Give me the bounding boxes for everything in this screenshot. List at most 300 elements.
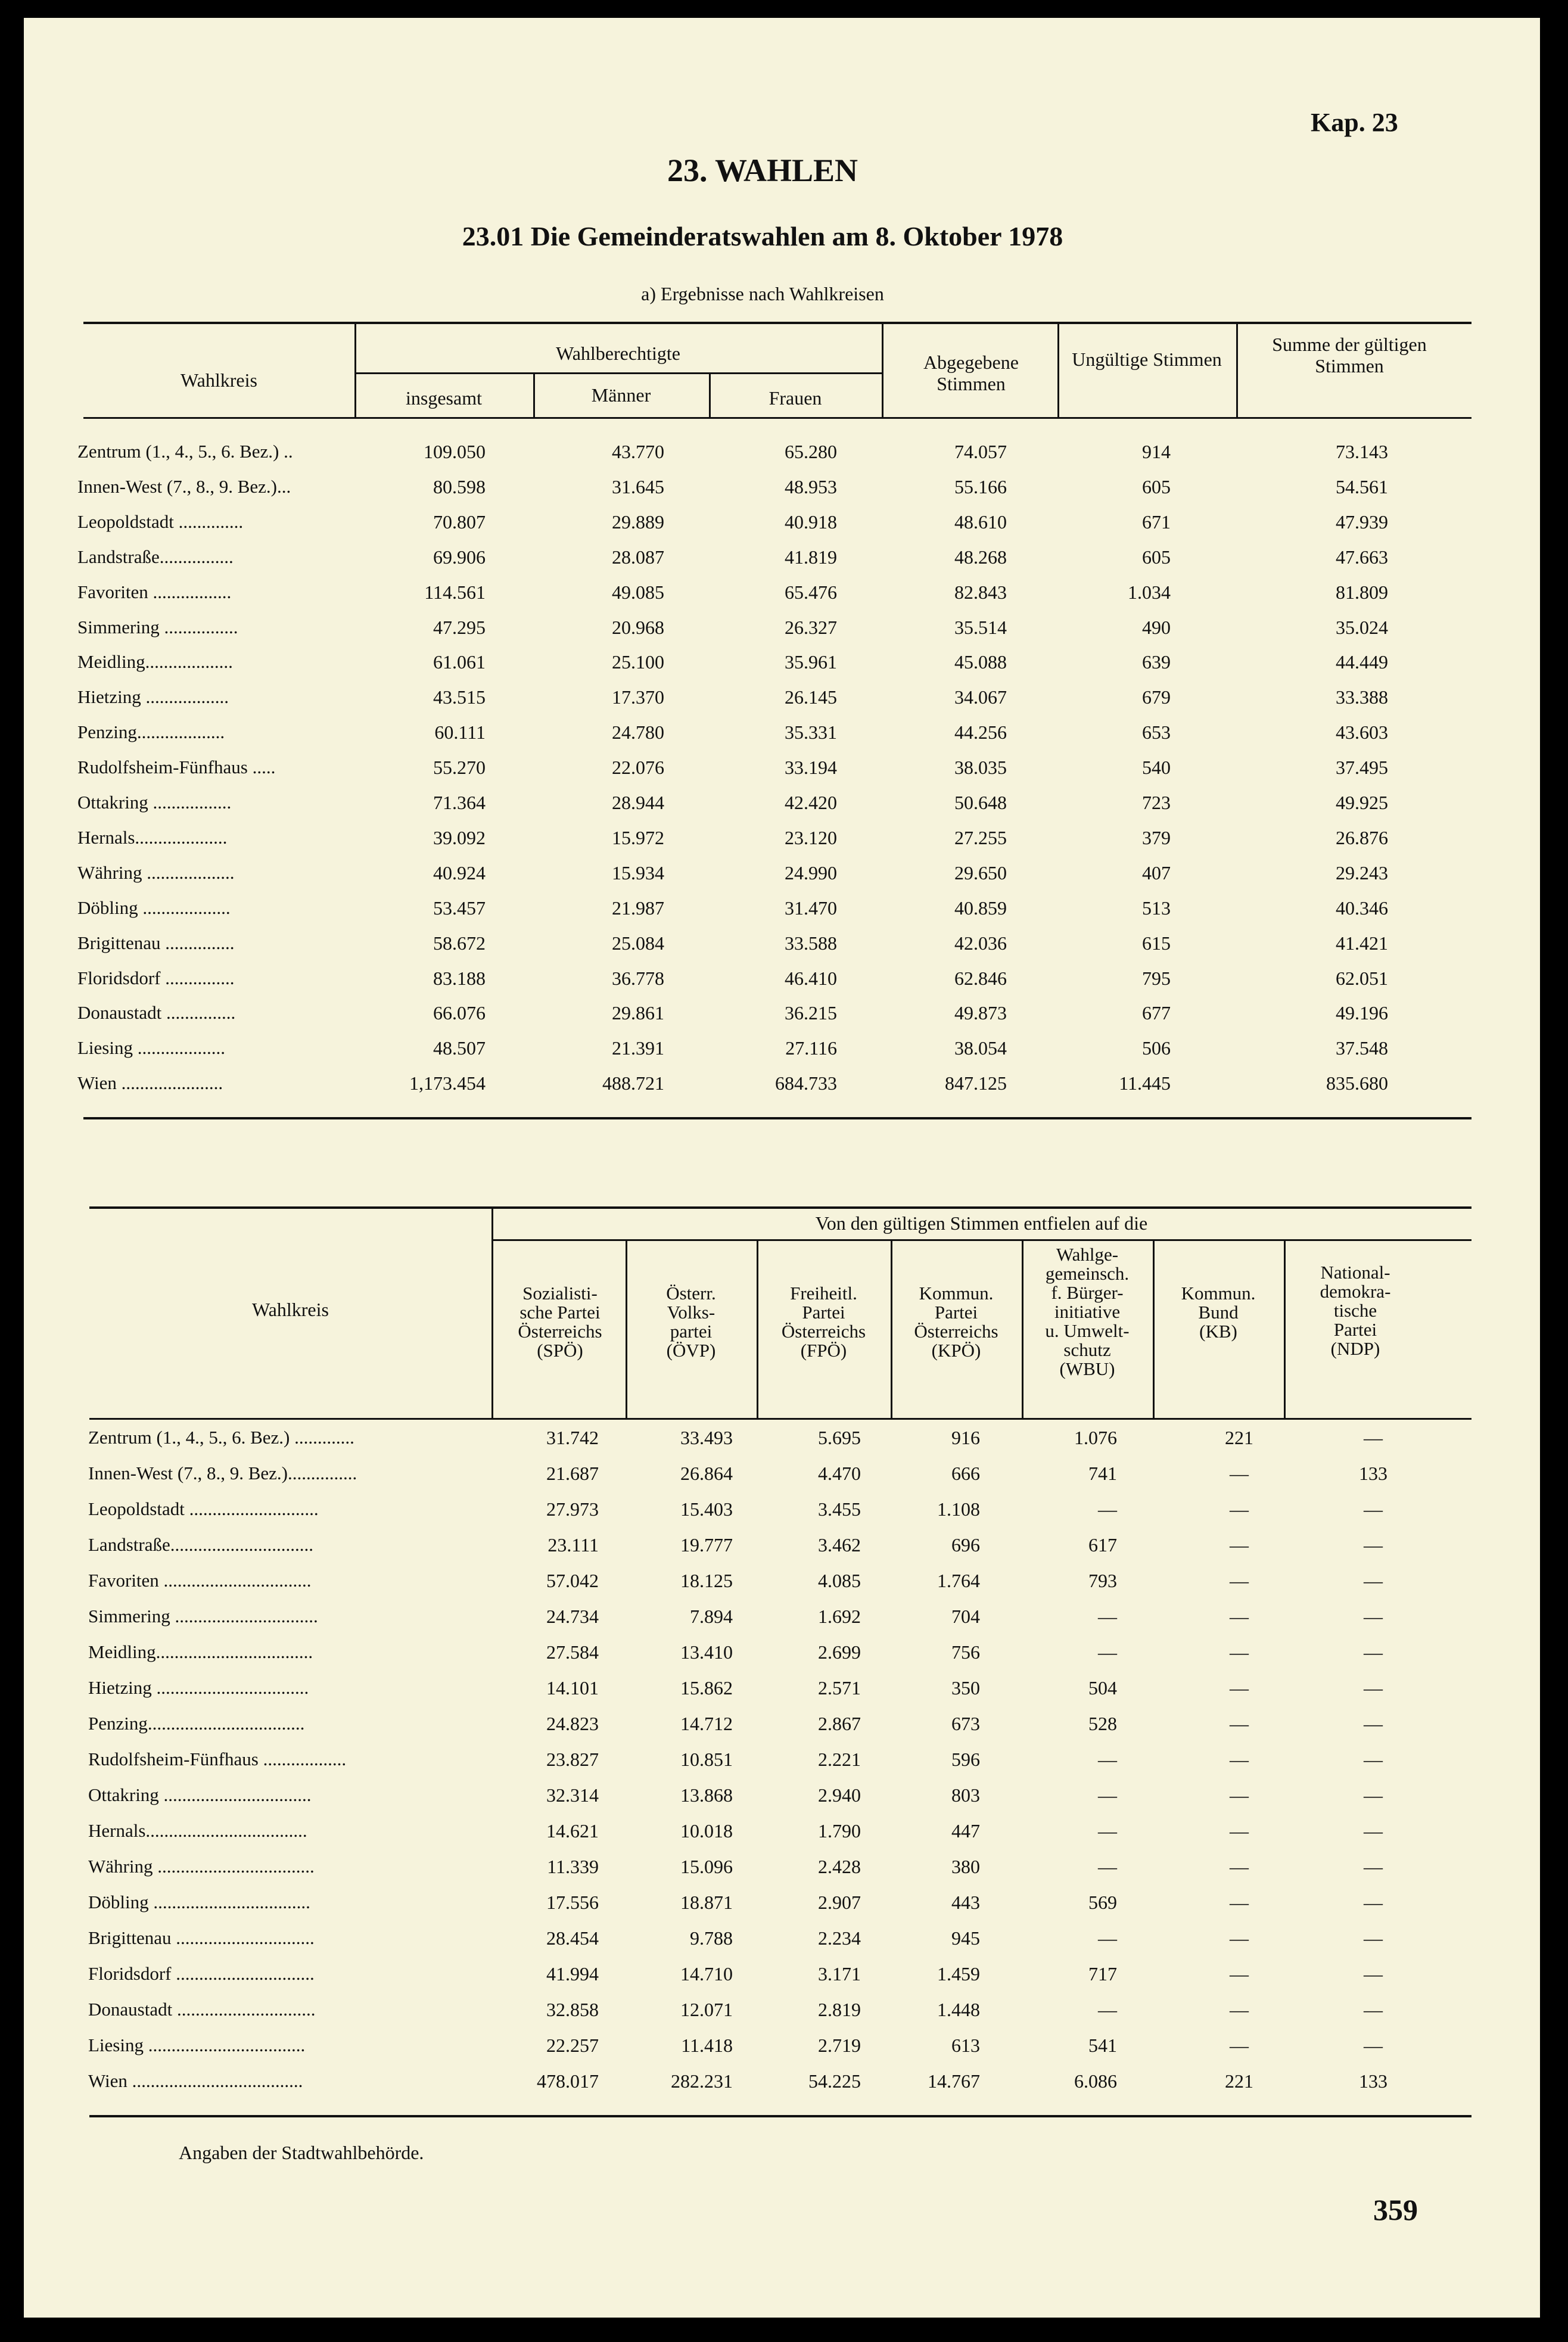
cell-ung: 639: [1142, 651, 1171, 673]
cell-fpoe: 2.940: [818, 1784, 861, 1806]
table-row: [24, 827, 1540, 861]
cell-ung: 513: [1142, 897, 1171, 919]
cell-ndp: —: [1364, 1606, 1383, 1627]
cell-wbu: 717: [1088, 1963, 1117, 1985]
cell-m: 17.370: [612, 686, 664, 708]
cell-kb: —: [1230, 1463, 1249, 1484]
cell-fpoe: 3.462: [818, 1534, 861, 1556]
row-label: Meidling..................................: [88, 1641, 313, 1662]
cell-ins: 58.672: [433, 932, 486, 954]
cell-abg: 847.125: [945, 1072, 1007, 1094]
cell-spoe: 23.827: [546, 1749, 599, 1770]
cell-ins: 43.515: [433, 686, 486, 708]
row-label: Döbling ...................: [77, 897, 231, 918]
cell-m: 488.721: [602, 1072, 664, 1094]
cell-oevp: 7.894: [690, 1606, 733, 1627]
col-header-line: Partei: [802, 1302, 845, 1323]
table-row: [24, 1677, 1540, 1712]
row-label: Zentrum (1., 4., 5., 6. Bez.) .............: [88, 1427, 354, 1448]
cell-kpoe: 380: [951, 1856, 980, 1877]
cell-abg: 74.057: [954, 441, 1007, 462]
cell-ins: 48.507: [433, 1037, 486, 1059]
cell-fpoe: 2.819: [818, 1999, 861, 2020]
row-label: Wien .....................................: [88, 2070, 303, 2091]
cell-m: 15.972: [612, 826, 664, 848]
cell-oevp: 10.018: [680, 1820, 733, 1842]
col-header-maenner: Männer: [591, 384, 651, 406]
col-header-ungueltige: Ungültige Stimmen: [1072, 349, 1222, 370]
cell-ins: 47.295: [433, 616, 486, 638]
page-number: 359: [1373, 2193, 1418, 2226]
cell-sum: 43.603: [1336, 721, 1388, 744]
col-header-line: Volks-: [667, 1302, 715, 1323]
row-label: Brigittenau ...............: [77, 932, 235, 953]
row-label: Ottakring .................: [77, 792, 232, 813]
cell-oevp: 11.418: [681, 2035, 733, 2056]
cell-kpoe: 596: [951, 1749, 980, 1770]
cell-ung: 615: [1142, 932, 1171, 954]
cell-ung: 379: [1142, 826, 1171, 848]
table-row: [24, 2035, 1540, 2069]
cell-kb: —: [1230, 2035, 1249, 2056]
cell-f: 23.120: [785, 826, 837, 848]
cell-f: 65.476: [785, 581, 837, 603]
cell-kb: —: [1230, 1641, 1249, 1663]
col-header-line: Österr.: [666, 1283, 716, 1304]
cell-wbu: —: [1098, 1606, 1117, 1627]
cell-wbu: 617: [1088, 1534, 1117, 1556]
cell-oevp: 13.410: [680, 1641, 733, 1663]
col-header-line: schutz: [1063, 1339, 1111, 1360]
cell-sum: 35.024: [1336, 616, 1388, 638]
cell-wbu: 569: [1088, 1892, 1117, 1913]
cell-ndp: —: [1364, 1677, 1383, 1699]
table-row: [24, 1784, 1540, 1819]
cell-m: 22.076: [612, 757, 664, 779]
cell-sum: 81.809: [1336, 581, 1388, 603]
cell-oevp: 10.851: [680, 1749, 733, 1770]
cell-abg: 42.036: [954, 932, 1007, 954]
col-header-oevp: [626, 1284, 757, 1360]
cell-m: 20.968: [612, 616, 664, 638]
cell-spoe: 14.621: [546, 1820, 599, 1842]
cell-sum: 37.495: [1336, 757, 1388, 779]
col-header-line: Kommun.: [1181, 1283, 1256, 1304]
col-header-ndp: [1284, 1263, 1427, 1358]
cell-ins: 69.906: [433, 546, 486, 568]
cell-m: 28.087: [612, 546, 664, 568]
cell-wbu: 504: [1088, 1677, 1117, 1699]
cell-abg: 48.610: [954, 511, 1007, 533]
col-header-line: Bund: [1198, 1302, 1239, 1323]
cell-kb: —: [1230, 1927, 1249, 1949]
cell-sum: 41.421: [1336, 932, 1388, 954]
cell-fpoe: 1.692: [818, 1606, 861, 1627]
col-header-frauen: Frauen: [769, 387, 822, 409]
row-label: Innen-West (7., 8., 9. Bez.)...............: [88, 1463, 357, 1483]
table-row: [24, 511, 1540, 546]
table-row: [24, 968, 1540, 1002]
cell-sum: 40.346: [1336, 897, 1388, 919]
cell-f: 41.819: [785, 546, 837, 568]
table-row: [24, 1820, 1540, 1855]
col-header-line: initiative: [1054, 1301, 1121, 1322]
row-label: Landstraße................: [77, 546, 234, 567]
cell-m: 49.085: [612, 581, 664, 603]
cell-wbu: 6.086: [1074, 2070, 1117, 2092]
cell-kpoe: 14.767: [928, 2070, 980, 2092]
cell-wbu: —: [1098, 1999, 1117, 2020]
table-row: [24, 1963, 1540, 1998]
table-row: [24, 1002, 1540, 1037]
cell-ung: 605: [1142, 546, 1171, 568]
row-label: Hernals...................................: [88, 1820, 307, 1841]
cell-abg: 82.843: [954, 581, 1007, 603]
col-header-party-group: Von den gültigen Stimmen entfielen auf die: [815, 1212, 1148, 1234]
section-title: 23.01 Die Gemeinderatswahlen am 8. Oktober 1978: [462, 221, 1063, 251]
col-header-line: Kommun.: [919, 1283, 994, 1304]
col-header-kb: [1153, 1284, 1284, 1341]
cell-kb: —: [1230, 1677, 1249, 1699]
cell-ins: 83.188: [433, 967, 486, 989]
cell-abg: 34.067: [954, 686, 1007, 708]
cell-kb: —: [1230, 1570, 1249, 1591]
table-row: [24, 1498, 1540, 1533]
cell-kpoe: 756: [951, 1641, 980, 1663]
cell-abg: 45.088: [954, 651, 1007, 673]
cell-f: 26.145: [785, 686, 837, 708]
cell-f: 48.953: [785, 475, 837, 497]
cell-kpoe: 673: [951, 1713, 980, 1734]
cell-spoe: 21.687: [546, 1463, 599, 1484]
cell-fpoe: 2.221: [818, 1749, 861, 1770]
cell-fpoe: 2.234: [818, 1927, 861, 1949]
cell-f: 24.990: [785, 861, 837, 884]
cell-ndp: —: [1364, 1963, 1383, 1985]
col-header-line: (KPÖ): [931, 1340, 981, 1361]
cell-ung: 1.034: [1128, 581, 1171, 603]
cell-m: 24.780: [612, 721, 664, 744]
cell-abg: 38.054: [954, 1037, 1007, 1059]
cell-wbu: —: [1098, 1641, 1117, 1663]
subsection-title: a) Ergebnisse nach Wahlkreisen: [641, 283, 884, 304]
row-label: Meidling...................: [77, 651, 233, 673]
table-row: [24, 1072, 1540, 1107]
row-label: Döbling ..................................: [88, 1892, 310, 1912]
cell-abg: 55.166: [954, 475, 1007, 497]
cell-ung: 723: [1142, 792, 1171, 813]
cell-ins: 55.270: [433, 757, 486, 779]
row-label: Favoriten ................................: [88, 1570, 312, 1591]
cell-ndp: 133: [1359, 1463, 1387, 1484]
cell-ins: 39.092: [433, 826, 486, 848]
cell-oevp: 13.868: [680, 1784, 733, 1806]
cell-ung: 679: [1142, 686, 1171, 708]
cell-f: 26.327: [785, 616, 837, 638]
cell-ndp: —: [1364, 1749, 1383, 1770]
table-row: [24, 617, 1540, 651]
cell-kpoe: 350: [951, 1677, 980, 1699]
row-label: Leopoldstadt ............................: [88, 1498, 319, 1519]
cell-m: 43.770: [612, 441, 664, 462]
col-header-abgegebene: Abgegebene Stimmen: [923, 352, 1019, 394]
cell-kpoe: 945: [951, 1927, 980, 1949]
cell-sum: 37.548: [1336, 1037, 1388, 1059]
cell-fpoe: 5.695: [818, 1427, 861, 1448]
cell-fpoe: 2.428: [818, 1856, 861, 1877]
cell-wbu: 528: [1088, 1713, 1117, 1734]
cell-f: 35.961: [785, 651, 837, 673]
cell-sum: 47.663: [1336, 546, 1388, 568]
cell-spoe: 57.042: [546, 1570, 599, 1591]
cell-spoe: 27.973: [546, 1498, 599, 1520]
cell-ins: 114.561: [424, 581, 486, 603]
cell-ndp: —: [1364, 1427, 1383, 1448]
col-header-line: (KB): [1199, 1321, 1237, 1342]
cell-oevp: 14.710: [680, 1963, 733, 1985]
table-row: [24, 1037, 1540, 1072]
col-header-line: tische: [1333, 1300, 1377, 1321]
table-row: [24, 897, 1540, 932]
row-label: Donaustadt ..............................: [88, 1999, 316, 2020]
page-title: 23. WAHLEN: [667, 153, 858, 188]
cell-fpoe: 2.719: [818, 2035, 861, 2056]
cell-spoe: 31.742: [546, 1427, 599, 1448]
cell-f: 40.918: [785, 511, 837, 533]
cell-wbu: —: [1098, 1784, 1117, 1806]
cell-ung: 11.445: [1119, 1072, 1171, 1094]
cell-oevp: 15.096: [680, 1856, 733, 1877]
row-label: Liesing ...................: [77, 1037, 225, 1059]
cell-m: 25.084: [612, 932, 664, 954]
cell-f: 33.194: [785, 757, 837, 779]
table-row: [24, 1749, 1540, 1783]
cell-spoe: 32.858: [546, 1999, 599, 2020]
cell-spoe: 17.556: [546, 1892, 599, 1913]
chapter-label: Kap. 23: [1311, 108, 1398, 137]
cell-spoe: 24.734: [546, 1606, 599, 1627]
cell-spoe: 32.314: [546, 1784, 599, 1806]
cell-ndp: —: [1364, 1713, 1383, 1734]
cell-sum: 44.449: [1336, 651, 1388, 673]
row-label: Zentrum (1., 4., 5., 6. Bez.) ..: [77, 441, 293, 462]
cell-oevp: 15.862: [680, 1677, 733, 1699]
row-label: Floridsdorf ..............................: [88, 1963, 315, 1984]
cell-wbu: 541: [1088, 2035, 1117, 2056]
row-label: Rudolfsheim-Fünfhaus .....: [77, 757, 276, 778]
col-header-line: f. Bürger-: [1051, 1282, 1124, 1303]
cell-kpoe: 447: [951, 1820, 980, 1842]
cell-spoe: 28.454: [546, 1927, 599, 1949]
col-header-line: Partei: [1333, 1319, 1377, 1340]
col-header-line: sche Partei: [519, 1302, 601, 1323]
cell-ung: 914: [1142, 441, 1171, 462]
cell-abg: 44.256: [954, 721, 1007, 744]
cell-ndp: —: [1364, 1856, 1383, 1877]
col-header-line: gemeinsch.: [1045, 1263, 1130, 1284]
cell-oevp: 18.871: [680, 1892, 733, 1913]
cell-sum: 62.051: [1336, 967, 1388, 989]
table-row: [24, 546, 1540, 581]
cell-oevp: 9.788: [690, 1927, 733, 1949]
cell-ins: 80.598: [433, 475, 486, 497]
col-header-line: partei: [670, 1321, 713, 1342]
row-label: Wien ......................: [77, 1072, 223, 1094]
cell-ndp: —: [1364, 1641, 1383, 1663]
row-label: Leopoldstadt ..............: [77, 511, 244, 532]
cell-ins: 71.364: [433, 792, 486, 813]
cell-kb: 221: [1225, 1427, 1253, 1448]
cell-kpoe: 803: [951, 1784, 980, 1806]
col-header-line: (WBU): [1059, 1358, 1115, 1379]
col-header-line: Österreichs: [518, 1321, 602, 1342]
cell-kb: —: [1230, 1999, 1249, 2020]
cell-ins: 53.457: [433, 897, 486, 919]
col-header-line: Österreichs: [914, 1321, 998, 1342]
cell-ndp: —: [1364, 1892, 1383, 1913]
cell-oevp: 12.071: [680, 1999, 733, 2020]
cell-fpoe: 2.699: [818, 1641, 861, 1663]
cell-abg: 29.650: [954, 861, 1007, 884]
row-label: Rudolfsheim-Fünfhaus ..................: [88, 1749, 347, 1769]
cell-kb: —: [1230, 1606, 1249, 1627]
cell-fpoe: 3.171: [818, 1963, 861, 1985]
cell-abg: 40.859: [954, 897, 1007, 919]
cell-fpoe: 4.470: [818, 1463, 861, 1484]
cell-spoe: 41.994: [546, 1963, 599, 1985]
col-header-kpoe: [891, 1284, 1022, 1360]
source-note: Angaben der Stadtwahlbehörde.: [179, 2142, 424, 2163]
cell-spoe: 24.823: [546, 1713, 599, 1734]
cell-oevp: 282.231: [671, 2070, 733, 2092]
cell-m: 21.987: [612, 897, 664, 919]
cell-kpoe: 1.459: [937, 1963, 980, 1985]
cell-ung: 653: [1142, 721, 1171, 744]
row-label: Simmering ................: [77, 616, 238, 637]
cell-m: 36.778: [612, 967, 664, 989]
cell-spoe: 22.257: [546, 2035, 599, 2056]
cell-spoe: 11.339: [547, 1856, 599, 1877]
cell-sum: 73.143: [1336, 441, 1388, 462]
table-row: [24, 932, 1540, 967]
col-header-summe: Summe der gültigen Stimmen: [1272, 334, 1427, 377]
cell-sum: 835.680: [1326, 1072, 1388, 1094]
cell-wbu: —: [1098, 1856, 1117, 1877]
col-header-wahlkreis-2: Wahlkreis: [252, 1299, 329, 1320]
cell-oevp: 19.777: [680, 1534, 733, 1556]
cell-kpoe: 666: [951, 1463, 980, 1484]
col-header-line: u. Umwelt-: [1045, 1320, 1130, 1341]
cell-ins: 60.111: [434, 721, 486, 744]
row-label: Brigittenau ..............................: [88, 1927, 315, 1948]
cell-m: 31.645: [612, 475, 664, 497]
cell-abg: 50.648: [954, 792, 1007, 813]
cell-ins: 61.061: [433, 651, 486, 673]
cell-kpoe: 443: [951, 1892, 980, 1913]
table-row: [24, 1463, 1540, 1497]
cell-ndp: —: [1364, 1570, 1383, 1591]
row-label: Hernals....................: [77, 826, 228, 848]
cell-wbu: 741: [1088, 1463, 1117, 1484]
cell-sum: 33.388: [1336, 686, 1388, 708]
row-label: Liesing ..................................: [88, 2035, 306, 2055]
row-label: Innen-West (7., 8., 9. Bez.)...: [77, 475, 291, 497]
cell-kb: —: [1230, 1892, 1249, 1913]
cell-spoe: 23.111: [547, 1534, 599, 1556]
cell-kb: —: [1230, 1498, 1249, 1520]
col-header-line: Österreichs: [781, 1321, 866, 1342]
row-label: Favoriten .................: [77, 581, 232, 602]
table-row: [24, 1999, 1540, 2033]
col-header-wbu: [1022, 1245, 1153, 1379]
cell-abg: 35.514: [954, 616, 1007, 638]
cell-kb: —: [1230, 1784, 1249, 1806]
cell-f: 684.733: [775, 1072, 837, 1094]
cell-kpoe: 704: [951, 1606, 980, 1627]
cell-ins: 66.076: [433, 1002, 486, 1024]
cell-ndp: —: [1364, 2035, 1383, 2056]
col-header-insgesamt: insgesamt: [406, 387, 482, 409]
cell-fpoe: 4.085: [818, 1570, 861, 1591]
cell-abg: 62.846: [954, 967, 1007, 989]
row-label: Donaustadt ...............: [77, 1002, 236, 1024]
cell-abg: 49.873: [954, 1002, 1007, 1024]
cell-f: 42.420: [785, 792, 837, 813]
row-label: Simmering ...............................: [88, 1606, 318, 1626]
cell-fpoe: 2.867: [818, 1713, 861, 1734]
cell-ins: 40.924: [433, 861, 486, 884]
cell-fpoe: 3.455: [818, 1498, 861, 1520]
table-row: [24, 792, 1540, 826]
row-label: Hietzing ..................: [77, 686, 229, 708]
col-header-line: (FPÖ): [800, 1340, 847, 1361]
cell-ung: 490: [1142, 616, 1171, 638]
col-header-line: Wahlge-: [1056, 1244, 1119, 1265]
cell-ung: 605: [1142, 475, 1171, 497]
table-row: [24, 1892, 1540, 1926]
table-row: [24, 476, 1540, 511]
table-row: [24, 1606, 1540, 1640]
cell-wbu: 1.076: [1074, 1427, 1117, 1448]
cell-wbu: 793: [1088, 1570, 1117, 1591]
cell-fpoe: 1.790: [818, 1820, 861, 1842]
col-header-line: demokra-: [1320, 1281, 1391, 1302]
cell-spoe: 27.584: [546, 1641, 599, 1663]
cell-oevp: 26.864: [680, 1463, 733, 1484]
col-header-wahlberechtigte: Wahlberechtigte: [556, 343, 680, 364]
cell-fpoe: 2.907: [818, 1892, 861, 1913]
cell-fpoe: 2.571: [818, 1677, 861, 1699]
cell-ung: 506: [1142, 1037, 1171, 1059]
cell-f: 35.331: [785, 721, 837, 744]
cell-sum: 29.243: [1336, 861, 1388, 884]
cell-oevp: 18.125: [680, 1570, 733, 1591]
row-label: Penzing...................: [77, 721, 225, 743]
cell-kb: —: [1230, 1713, 1249, 1734]
cell-wbu: —: [1098, 1820, 1117, 1842]
cell-m: 28.944: [612, 792, 664, 813]
cell-kpoe: 1.108: [937, 1498, 980, 1520]
cell-spoe: 14.101: [546, 1677, 599, 1699]
table-row: [24, 721, 1540, 756]
table-row: [24, 1570, 1540, 1604]
cell-kpoe: 613: [951, 2035, 980, 2056]
table-row: [24, 862, 1540, 897]
cell-m: 29.889: [612, 511, 664, 533]
row-label: Ottakring ................................: [88, 1784, 312, 1805]
cell-kpoe: 1.764: [937, 1570, 980, 1591]
cell-ndp: —: [1364, 1498, 1383, 1520]
